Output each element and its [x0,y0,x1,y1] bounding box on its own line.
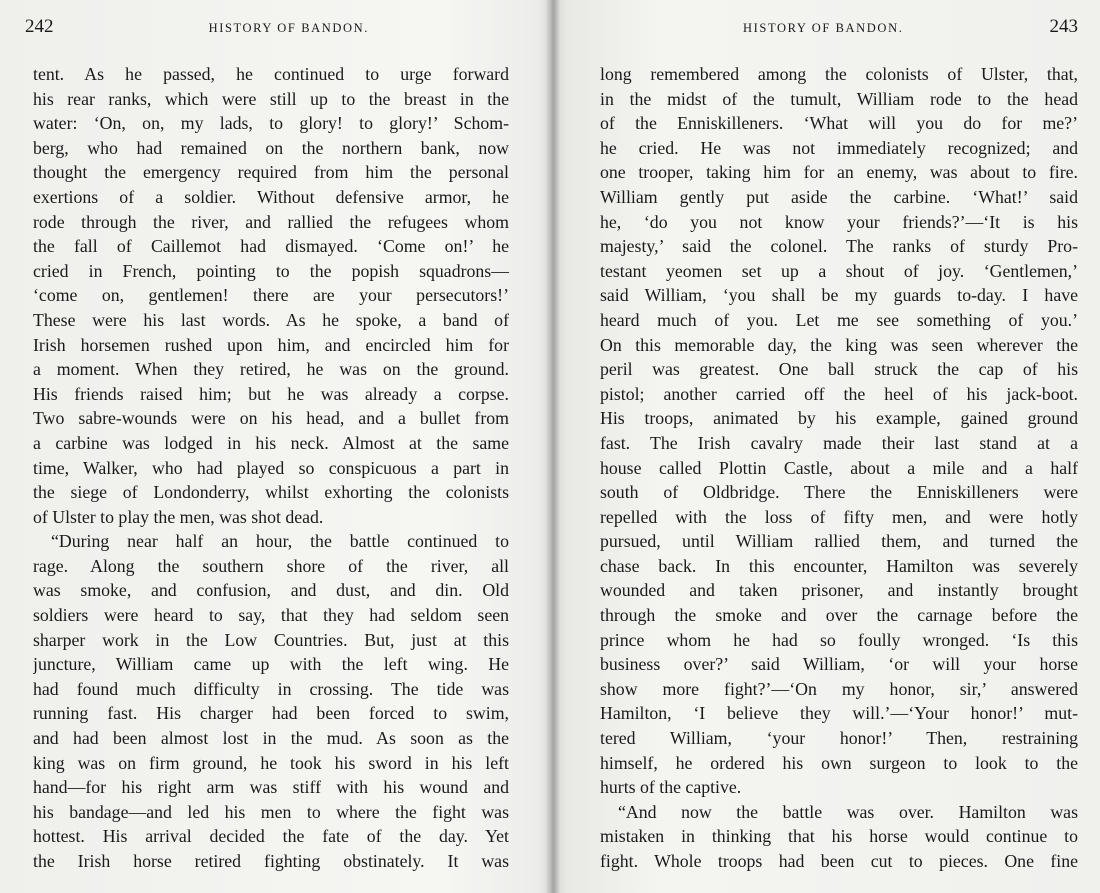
book-gutter-shadow [546,0,560,893]
text-line: berg, who had remained on the northern bank, now [33,137,509,158]
text-line: juncture, William came up with the left wing. He [33,654,509,675]
right-running-title: HISTORY OF BANDON. [743,21,904,35]
text-line: had found much difficulty in crossing. The tide was [33,678,509,699]
text-line: wounded and taken prisoner, and instantly brought [600,580,1078,601]
text-line: peril was greatest. One ball struck the cap of his [600,359,1078,380]
text-line: water: ‘On, on, my lads, to glory! to glory!’ Schom- [33,113,509,134]
text-line: Hamilton, ‘I believe they will.’—‘Your honor!’ mut- [600,703,1078,724]
right-page [552,0,1100,893]
text-line: thought the emergency required from him the personal [33,162,509,183]
text-line: tered William, ‘your honor!’ Then, restraining [600,728,1078,749]
text-line: house called Plottin Castle, about a mile and a half [600,457,1078,478]
text-line: himself, he ordered his own surgeon to look to the [600,752,1078,773]
text-line: fight. Whole troops had been cut to pieces. One fine [600,851,1078,871]
text-line: His troops, animated by his example, gained ground [600,408,1078,429]
text-line: soldiers were heard to say, that they had seldom seen [33,605,509,626]
text-line: repelled with the loss of fifty men, and were hotly [600,506,1078,527]
text-line: a carbine was lodged in his neck. Almost at the same [33,432,509,453]
text-line: show more fight?’—‘On my honor, sir,’ answered [600,678,1078,699]
text-line: “During near half an hour, the battle continued to [51,531,509,552]
text-line: tent. As he passed, he continued to urge forward [33,64,509,84]
text-line: Irish horsemen rushed upon him, and encircled him for [33,334,509,355]
text-line: running fast. His charger had been forced to swim, [33,703,509,724]
right-page-number: 243 [1049,16,1078,37]
text-line: of Ulster to play the men, was shot dead. [33,506,324,527]
text-line: in the midst of the tumult, William rode to the head [600,88,1078,109]
text-line: cried in French, pointing to the popish squadrons— [33,260,509,281]
text-line: his rear ranks, which were still up to the breast in the [33,88,509,109]
text-line: long remembered among the colonists of Ulster, that, [600,64,1078,84]
text-line: His friends raised him; but he was already a corpse. [33,383,509,404]
text-line: of the Enniskilleners. ‘What will you do for me?’ [600,113,1078,134]
text-line: prince whom he had so foully wronged. ‘Is this [600,629,1078,650]
text-line: hand—for his right arm was stiff with his wound and [33,777,509,798]
left-running-head [25,0,509,36]
text-line: pistol; another carried off the heel of his jack-boot. [600,383,1078,404]
text-line: Two sabre-wounds were on his head, and a bullet from [33,408,509,429]
text-line: heard much of you. Let me see something of you.’ [600,309,1078,330]
text-line: sharper work in the Low Countries. But, just at this [33,629,509,650]
text-line: he, ‘do you not know your friends?’—‘It is his [600,211,1078,232]
text-line: pursued, until William rallied them, and turned the [600,531,1078,552]
text-line: chase back. In this encounter, Hamilton was severely [600,555,1078,576]
text-line: majesty,’ said the colonel. The ranks of sturdy Pro- [600,236,1078,257]
text-line: mistaken in thinking that his horse would continue to [600,826,1078,847]
text-line: one trooper, taking him for an enemy, was about to fire. [600,162,1078,183]
text-line: ‘come on, gentlemen! there are your persecutors!’ [33,285,509,306]
text-line: rode through the river, and rallied the refugees whom [33,211,509,232]
text-line: was smoke, and confusion, and dust, and din. Old [33,580,509,601]
text-line: business over?’ said William, ‘or will your horse [600,654,1078,675]
text-line: said William, ‘you shall be my guards to-day. I have [600,285,1078,306]
text-line: he cried. He was not immediately recognized; and [600,137,1078,158]
right-running-head [600,0,1078,36]
right-body-text [600,62,1078,874]
text-line: testant yeomen set up a shout of joy. ‘Gentlemen,’ [600,260,1078,281]
text-line: the fall of Caillemot had dismayed. ‘Come on!’ he [33,236,509,257]
text-line: rage. Along the southern shore of the river, all [33,555,509,576]
text-line: William gently put aside the carbine. ‘What!’ said [600,186,1078,207]
text-line: the siege of Londonderry, whilst exhorting the colonists [33,482,509,503]
left-running-title: HISTORY OF BANDON. [208,21,369,35]
text-line: through the smoke and over the carnage before the [600,605,1078,626]
left-page-number: 242 [25,16,54,37]
text-line: fast. The Irish cavalry made their last stand at a [600,432,1078,453]
text-line: “And now the battle was over. Hamilton was [618,801,1078,822]
text-line: and had been almost lost in the mud. As soon as the [33,728,509,749]
text-line: king was on firm ground, he took his sword in his left [33,752,509,773]
text-line: hottest. His arrival decided the fate of the day. Yet [33,826,509,847]
text-line: a moment. When they retired, he was on the ground. [33,359,509,380]
text-line: time, Walker, who had played so conspicuous a part in [33,457,509,478]
left-body-text [33,62,509,874]
text-line: hurts of the captive. [600,777,742,798]
text-line: south of Oldbridge. There the Enniskilleners were [600,482,1078,503]
text-line: exertions of a soldier. Without defensive armor, he [33,186,509,207]
text-line: These were his last words. As he spoke, a band of [33,309,509,330]
text-line: On this memorable day, the king was seen wherever the [600,334,1078,355]
text-line: his bandage—and led his men to where the fight was [33,801,509,822]
text-line: the Irish horse retired fighting obstinately. It was [33,851,509,871]
